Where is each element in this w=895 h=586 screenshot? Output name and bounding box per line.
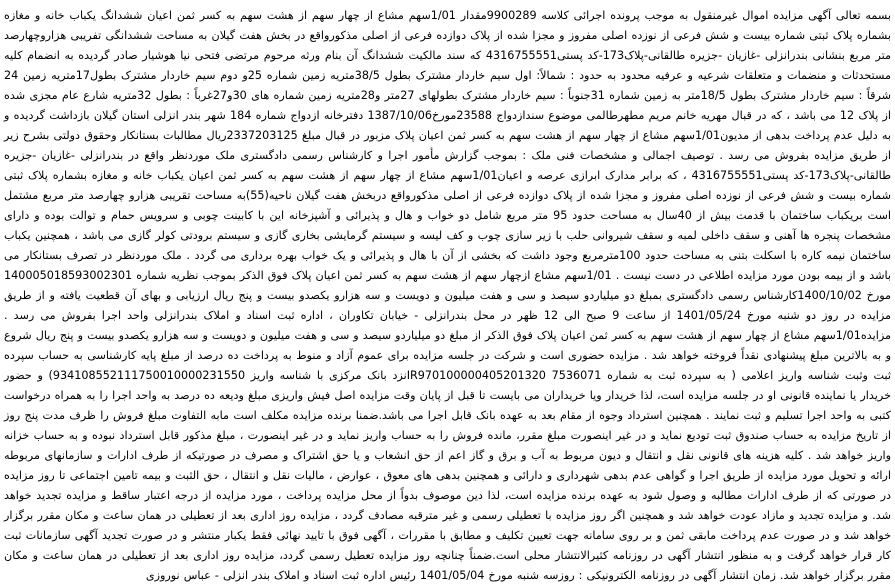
auction-notice-text: بسمه تعالی آگهی مزایده اموال غیرمنقول به موجب پرونده اجرائی کلاسه 9900289مقدار 1/01سهم مشاع از چهار سهم از هشت سهم به کسر ثمن اعیان ششدانگ یکباب خانه و مغازه بشماره پلاک ثبتی شماره بیست و شش فرعی از نوزده اصلی مفروز و مجزا شده از پلاک دوازده فرعی از اصلی مذکورواقع در بخش هفت گیلان به مساحت ششدانگی تفریبی هزاروچهارصد متر مربع بنشانی بندرانزلی -غازیان -جزیره طالقانی-پلاک173-کد پستی4316755551 که سند مالکیت ششدانگ آن بنام ورثه مرحوم مرتضی فتحی نیا هوشیار صادر گردیده به انضمام کلیه مستحدثات و منضمات و متعلقات شرعیه و عرفیه محدود به حدود : شمالاً: اول سیم خاردار مشترک بطول 38/5متریه زمین شماره 25و دوم سیم خاردار مشترک بطول17متریه زمین 24 شرقاً : سیم خاردار مشترک بطول 18/5متر به زمین شماره 31جنوباً : سیم خاردار مشترک بطولهای 27متر و28متریه زمین شماره های 30و27غرباً : بطول 32متریه شارع عام مجزی شده از پلاک 12 می باشد ، که در قبال مهریه خانم مریم مطهرطالمی موضوع سندازدواج 23588مورخ1387/10/06 دفترخانه ازدواج شماره 184 شهر بندر انزلی استان گیلان بازداشت گردیده و به دلیل عدم پرداخت بدهی از مدیون1/01سهم مشاع از چهار سهم از هشت سهم به کسر ثمن اعیان پلاک مزبور در قبال مبلغ 2337203125ریال مطالبات بستانکار وحقوق دولتی بشرح زیر از طریق مزایده بفروش می رسد . توصیف اجمالی و مشخصات فنی ملک : بموجب گزارش مأمور اجرا و کارشناس رسمی دادگستری ملک موردنظر واقع در بندرانزلی -غازیان -جزیره طالقانی-پلاک173-کد پستی4316755551 ، که برابر مدارک ابرازی عرصه و اعیان1/01سهم مشاع از چهار سهم از هشت سهم به کسر ثمن اعیان یکباب خانه و مغازه بشماره پلاک ثبتی شماره بیست و شش فرعی از نوزده اصلی مفروز و مجزا شده از پلاک دوازده فرعی از اصلی مذکورواقع دربخش هفت گیلان ناحیه(55)به مساحت تقریبی هزارو چهارصد متر مربع مشتمل است بریکباب ساختمان با قدمت بیش از 40سال به مساحت حدود 95 متر مربع شامل دو خواب و هال و پذیرائی و آشپزخانه این با کابینت چوبی و سرویس حمام و توالت بوده و دارای مشخصات پنجره ها آهنی و سقف داخلی لمبه و سقف شیروانی حلب با زیر سازی چوب و کف لیسه و سیستم گرمایشی بخاری گازی و سیستم برودتی کولر گازی می باشد ، همچنین یکباب ساختمان نیمه کاره با اسکلت بتنی به مساحت حدود 100مترمربع وجود داشت که بخشی از آن با هال و پذیرائی و یک خواب بهره برداری می گردد . ملک موردنظر در تصرف بستانکار می باشد و از بیمه بودن مورد مزایده اطلاعی در دست نیست . 1/01سهم مشاع ازچهار سهم از هشت سهم به کسر ثمن اعیان پلاک فوق الذکر بموجب نظریه شماره 140005018593002301 مورخ 1400/10/02کارشناس رسمی دادگستری بمبلغ دو میلیاردو سیصد و سی و هفت میلیون و دویست و سه هزارو یکصدو بیست و پنج ریال ارزیابی و بهای آن قطعیت یافته و از طریق مزایده در روز دو شنبه مورخ 1401/05/24 از ساعت 9 صبح الی 12 ظهر در محل بندرانزلی - خیابان تکاوران ، اداره ثبت اسناد و املاک بندرانزلی واحد اجرا بفروش می رسد . مزایده1/01سهم مشاع از چهار سهم از هشت سهم به کسر ثمن اعیان پلاک فوق الذکر از مبلغ دو میلیاردو سیصد و سی و هفت میلیون و دویست و سه هزارو یکصدو بیست و پنج ریال شروع و به بالاترین مبلغ پیشنهادی نقداً فروخته خواهد شد . مزایده حضوری است و شرکت در جلسه مزایده برای عموم آزاد و منوط به پرداخت ده درصد از مبلغ پایه کارشناسی به حساب سپرده ثبت وثبت شناسه واریز اعلامی ( به سپرده ثبت به شماره IR970100000405201320 7536071نزد بانک مرکزی با شناسه واریز 934108552111750010000231550) و حضور خریدار یا نماینده قانونی او در جلسه مزایده است، لذا خریدار ویا خریداران می بایست تا قبل از پایان وقت مزایده اصل فیش واریزی مبلغ ودیعه ده درصد به واحد اجرا را به همراه درخواست کتبی به واحد اجرا تسلیم و ثبت نمایند . همچنین استرداد وجوه از مقام بعد به عهده بانک قابل اجرا می باشد.ضمنا برنده مزایده مکلف است مابه التفاوت مبلغ فروش را ظرف مدت پنج روز از تاریخ مزایده به حساب صندوق ثبت تودیع نماید و در غیر اینصورت مبلغ مقرر، مانده فروش را به حساب واریز نماید و در غیر اینصورت ، مبلغ مذکور قابل استرداد نبوده و به حساب خزانه واریز خواهد شد . کلیه هزینه های قانونی نقل و انتقال و دیون مربوط به آب و برق و گاز اعم از حق انشعاب و یا حق اشتراک و مصرف در صورتیکه از طرف ادارات و سازمانهای مربوطه ارائه و تحویل مورد مزایده از طریق اجرا و گواهی عدم بدهی شهرداری و دارائی و همچنین بدهی های معوق ، عوارض ، مالیات نقل و انتقال ، حق الثبت و بیمه تامین اجتماعی تا روز مزایده در صورتی که از طرف ادارات مطالبه و وصول شود به عهده برنده مزایده است، لذا دین موصوف بدواً از محل مزایده پرداخت ، مورد مزایده از درجه اعتبار ساقط و مزایده تجدید خواهد شد. و مزایده تجدید و مازاد عودت خواهد شد و همچنین اگر روز مزایده با تعطیلی رسمی و غیر مترقبه مصادف گردد ، مزایده روز اداری بعد از تعطیلی در همان ساعت و مکان مقرر برگزار خواهد شد و در صورت عدم پرداخت مابقی ثمن و بر روی سامانه جهت تعیین تکلیف و مطابق با مقررات ، آگهی فوق با تایید نهائی فقط یکبار منتشر و در صورت تجدید آگهی سازمانات ثبت کار قرار خواهد گرفت و به منظور انتشار آگهی در روزنامه کثیرالانتشار محلی است.ضمناً چنانچه روز مزایده تعطیل رسمی گردد، مزایده روز اداری بعد از تعطیلی در همان ساعت و مکان مقرر برگزار خواهد شد. زمان انتشار آگهی در روزنامه الکترونیکی : روزسه شنبه مورخ 1401/05/04 رئیس اداره ثبت اسناد و املاک بندر انزلی - عباس نوروزی: [4, 9, 892, 582]
